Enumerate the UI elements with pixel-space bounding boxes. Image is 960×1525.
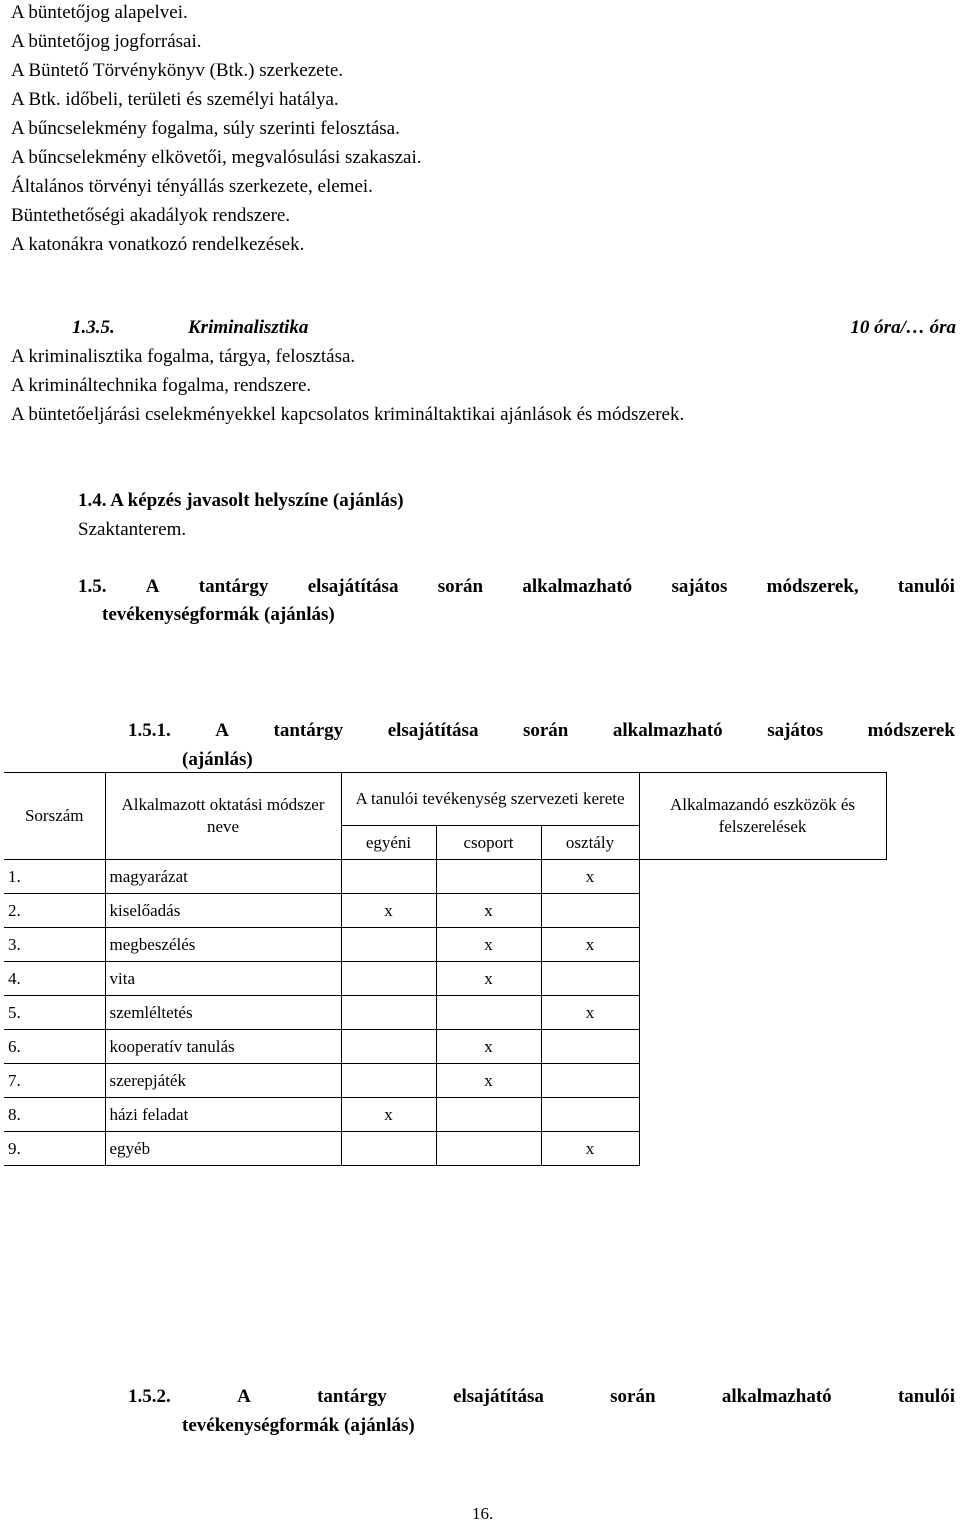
- list-item: A bűncselekmény elkövetői, megvalósulási szakaszai.: [11, 147, 422, 168]
- section-title: Kriminalisztika: [188, 317, 309, 338]
- heading-word: A: [237, 1386, 251, 1407]
- heading-word: módszerek: [867, 720, 955, 741]
- cell-num: 1.: [4, 860, 105, 894]
- cell-group: x: [436, 928, 541, 962]
- table-row: [4, 996, 886, 1030]
- cell-individual: x: [341, 1098, 436, 1132]
- list-item: A Büntető Törvénykönyv (Btk.) szerkezete.: [11, 60, 344, 81]
- cell-name: szerepjáték: [105, 1064, 341, 1098]
- heading-word: tanulói: [897, 576, 955, 597]
- methods-table: [4, 772, 887, 1166]
- list-item: A Btk. időbeli, területi és személyi hatálya.: [11, 89, 339, 110]
- heading-word: elsajátítása: [307, 576, 399, 597]
- list-item: A büntetőjog jogforrásai.: [11, 31, 202, 52]
- cell-class: [541, 1030, 639, 1064]
- cell-tools: [639, 894, 886, 928]
- cell-name: magyarázat: [105, 860, 341, 894]
- list-item: A bűncselekmény fogalma, súly szerinti felosztása.: [11, 118, 400, 139]
- heading-word: alkalmazható: [721, 1386, 832, 1407]
- heading-word: A: [145, 576, 160, 597]
- heading-word: elsajátítása: [387, 720, 479, 741]
- section-number: 1.3.5.: [72, 317, 115, 338]
- heading-word: sajátos: [767, 720, 824, 741]
- cell-group: [436, 996, 541, 1030]
- table-row: [4, 894, 886, 928]
- list-item: Büntethetőségi akadályok rendszere.: [11, 205, 291, 226]
- cell-class: x: [541, 928, 639, 962]
- page-number: 16.: [472, 1504, 494, 1523]
- list-item: A katonákra vonatkozó rendelkezések.: [11, 234, 305, 255]
- heading-word: alkalmazható: [522, 576, 633, 597]
- section-heading: 1.4. A képzés javasolt helyszíne (ajánlás): [78, 490, 404, 511]
- section-heading-line2: tevékenységformák (ajánlás): [102, 604, 335, 625]
- cell-tools: [639, 1132, 886, 1166]
- header-tools: Alkalmazandó eszközök és felszerelések: [639, 773, 886, 860]
- cell-num: 9.: [4, 1132, 105, 1166]
- list-item: A kriminalisztika fogalma, tárgya, felosztása.: [11, 346, 356, 367]
- cell-individual: x: [341, 894, 436, 928]
- heading-word: 1.5.: [78, 576, 107, 597]
- header-serial: Sorszám: [4, 773, 105, 860]
- list-item: Általános törvényi tényállás szerkezete, elemei.: [11, 176, 373, 197]
- cell-tools: [639, 1030, 886, 1064]
- cell-group: [436, 860, 541, 894]
- cell-individual: [341, 996, 436, 1030]
- list-item: A büntetőjog alapelvei.: [11, 2, 188, 23]
- subsection-heading-line2: (ajánlás): [182, 749, 253, 770]
- heading-word: módszerek,: [766, 576, 859, 597]
- heading-word: sajátos: [671, 576, 728, 597]
- heading-word: 1.5.1.: [128, 720, 171, 741]
- cell-num: 2.: [4, 894, 105, 928]
- heading-word: elsajátítása: [453, 1386, 544, 1407]
- cell-group: [436, 1132, 541, 1166]
- cell-class: [541, 1064, 639, 1098]
- heading-word: tantárgy: [317, 1386, 387, 1407]
- heading-word: tantárgy: [198, 576, 269, 597]
- cell-tools: [639, 860, 886, 894]
- cell-num: 3.: [4, 928, 105, 962]
- section-text: Szaktanterem.: [78, 519, 187, 540]
- cell-tools: [639, 928, 886, 962]
- table-row: [4, 962, 886, 996]
- cell-individual: [341, 962, 436, 996]
- list-item: A büntetőeljárási cselekményekkel kapcsolatos krimináltaktikai ajánlások és módszerek.: [11, 404, 685, 425]
- header-method: Alkalmazott oktatási módszer neve: [105, 773, 341, 860]
- cell-num: 4.: [4, 962, 105, 996]
- heading-word: során: [610, 1386, 656, 1407]
- cell-group: [436, 1098, 541, 1132]
- cell-class: x: [541, 1132, 639, 1166]
- cell-tools: [639, 962, 886, 996]
- cell-individual: [341, 1030, 436, 1064]
- cell-name: vita: [105, 962, 341, 996]
- cell-individual: [341, 928, 436, 962]
- cell-name: házi feladat: [105, 1098, 341, 1132]
- heading-word: során: [522, 720, 569, 741]
- cell-num: 5.: [4, 996, 105, 1030]
- table-row: [4, 1030, 886, 1064]
- cell-class: [541, 962, 639, 996]
- heading-word: alkalmazható: [612, 720, 723, 741]
- table-row: [4, 928, 886, 962]
- cell-name: szemléltetés: [105, 996, 341, 1030]
- header-framework: A tanulói tevékenység szervezeti kerete: [341, 773, 639, 826]
- cell-group: x: [436, 962, 541, 996]
- list-item: A krimináltechnika fogalma, rendszere.: [11, 375, 312, 396]
- cell-num: 7.: [4, 1064, 105, 1098]
- cell-individual: [341, 860, 436, 894]
- section-heading: [78, 576, 955, 598]
- cell-class: x: [541, 996, 639, 1030]
- cell-name: egyéb: [105, 1132, 341, 1166]
- cell-group: x: [436, 1030, 541, 1064]
- heading-word: tantárgy: [273, 720, 344, 741]
- heading-word: 1.5.2.: [128, 1386, 171, 1407]
- cell-num: 8.: [4, 1098, 105, 1132]
- header-class: osztály: [541, 826, 639, 860]
- heading-word: tanulói: [897, 1386, 955, 1407]
- heading-word: A: [215, 720, 229, 741]
- cell-group: x: [436, 894, 541, 928]
- subsection-heading: [128, 720, 955, 742]
- subsection-heading: [128, 1386, 955, 1408]
- header-individual: egyéni: [341, 826, 436, 860]
- cell-group: x: [436, 1064, 541, 1098]
- cell-tools: [639, 1064, 886, 1098]
- cell-name: kooperatív tanulás: [105, 1030, 341, 1064]
- cell-name: kiselőadás: [105, 894, 341, 928]
- cell-class: [541, 894, 639, 928]
- heading-word: során: [437, 576, 484, 597]
- cell-tools: [639, 1098, 886, 1132]
- cell-individual: [341, 1132, 436, 1166]
- table-row: [4, 860, 886, 894]
- cell-class: [541, 1098, 639, 1132]
- header-group: csoport: [436, 826, 541, 860]
- table-row: [4, 1098, 886, 1132]
- cell-individual: [341, 1064, 436, 1098]
- cell-class: x: [541, 860, 639, 894]
- cell-tools: [639, 996, 886, 1030]
- table-row: [4, 1132, 886, 1166]
- section-hours: 10 óra/… óra: [850, 317, 956, 338]
- table-row: [4, 1064, 886, 1098]
- subsection-heading-line2: tevékenységformák (ajánlás): [182, 1415, 415, 1436]
- cell-name: megbeszélés: [105, 928, 341, 962]
- cell-num: 6.: [4, 1030, 105, 1064]
